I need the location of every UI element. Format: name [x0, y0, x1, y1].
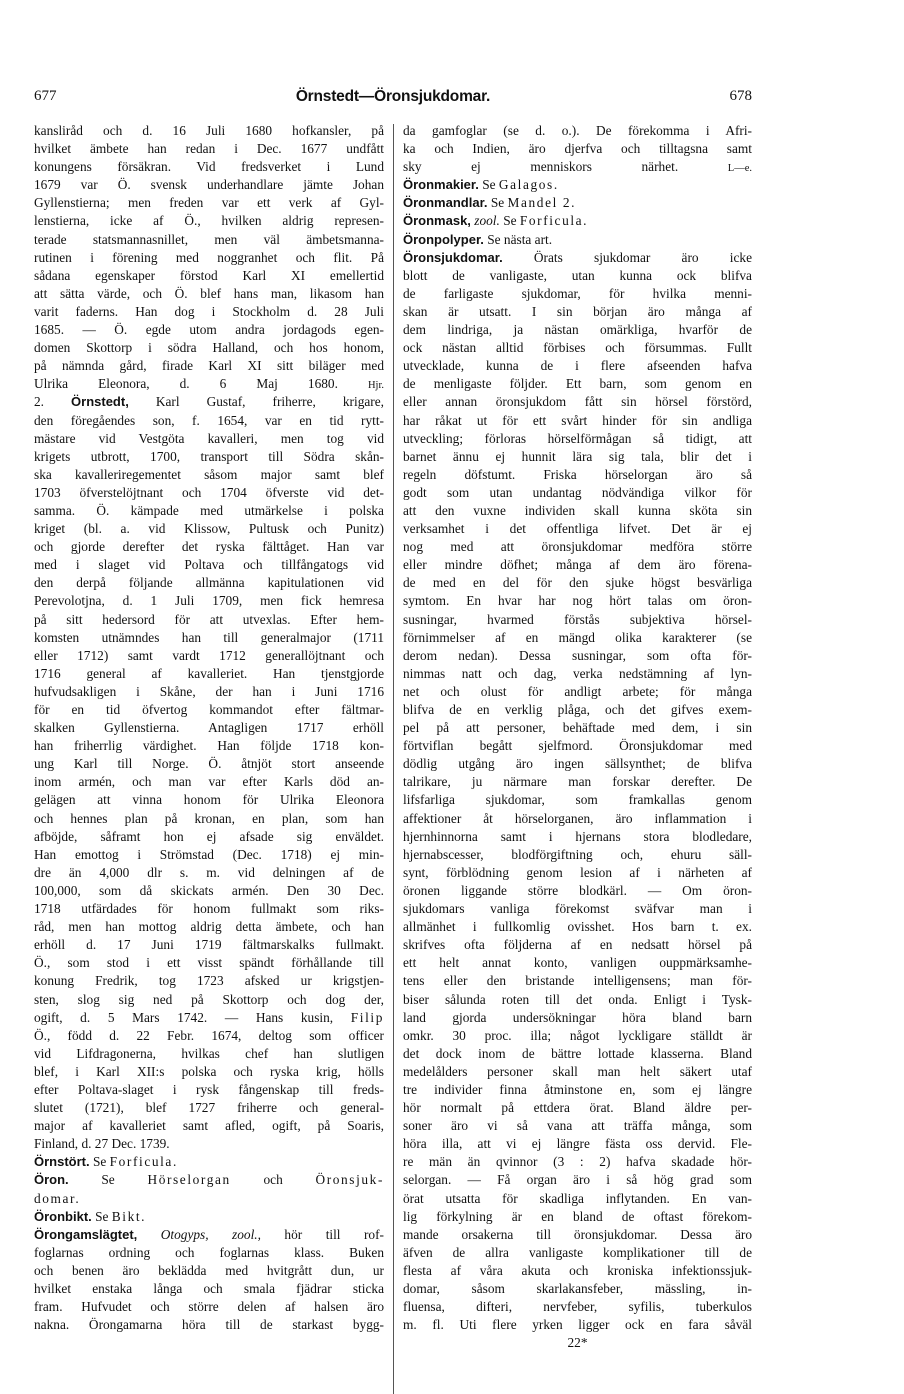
text-line: [34, 1208, 384, 1226]
text-line: förtviflan begått sjelfmord. Öronsjukdomar med: [403, 738, 752, 754]
text-line: blott de vanligaste, utan kunna ock blifva: [403, 267, 752, 283]
headword: Örnstedt,: [71, 394, 129, 410]
text-line: verksamhet i det offentliga lifvet. Det är ej: [403, 521, 752, 537]
text-line: affektioner åt hörselorganen, äro inflammation i: [403, 810, 752, 826]
text-line: godt som utan undantag nödvändiga vilkor för: [403, 484, 752, 500]
text-line: utveckling; förloras hörselförmågan så tidigt, att: [403, 430, 752, 446]
text-line: tre individer finna åtminstone en, som ej längre: [403, 1081, 752, 1097]
headword: Örnstört.: [34, 1154, 90, 1170]
headword: Öronpolyper.: [403, 231, 484, 247]
text-line: synt, förblödning genom lesion af i närheten af: [403, 864, 752, 880]
text-line: efter Poltava-slaget i rysk fångenskap till freds-: [34, 1081, 384, 1097]
text-run: Ulrika Eleonora, d. 6 Maj 1680.: [34, 376, 338, 392]
text-run: Se: [89, 1154, 110, 1170]
text-line: [34, 393, 384, 411]
text-line: [34, 1171, 384, 1189]
headword: Öron.: [34, 1172, 69, 1188]
text-run: ogift, d. 5 Mars 1742. — Hans kusin,: [34, 1009, 351, 1025]
text-line: och gjorde derefter det ryska fälttåget. Han var: [34, 539, 384, 555]
text-line: foglarnas ordning och foglarnas klass. Buken: [34, 1244, 384, 1260]
headword: Öronmakier.: [403, 177, 479, 193]
text-line: land gjorda undersökningar höra bland barn: [403, 1009, 752, 1025]
text-line: biser sålunda roten till det onda. Enligt i Tysk-: [403, 991, 752, 1007]
text-line: 1685. — Ö. egde utom andra jordagods egen-: [34, 322, 384, 338]
text-line: Ö., född d. 22 Febr. 1674, deltog som officer: [34, 1027, 384, 1043]
text-line: ett helt annat konto, vanligen ouppmärksamhe-: [403, 955, 752, 971]
text-line: de menligaste följder. Ett barn, som genom en: [403, 376, 752, 392]
author-signature: L—e.: [727, 163, 752, 175]
text-line: rutinen i förening med noggranhet och flit. På: [34, 249, 384, 265]
text-line: med i slaget vid Poltava och tillfångatogs vid: [34, 557, 384, 573]
headword: Öronmask,: [403, 213, 471, 229]
italic-term: Otogyps, zool.,: [160, 1226, 261, 1242]
text-line: den derpå följande allmänna kapitulationen vid: [34, 575, 384, 591]
text-line: öronen liggande större blodkärl. — Om öron-: [403, 882, 752, 898]
text-line: gelägen att vinna honom för Ulrika Eleonora: [34, 792, 384, 808]
text-line: nakna. Örongamarna höra till de starkast bygg-: [34, 1317, 384, 1333]
text-line: barnet ännu ej hunnit lära sig tala, blir det i: [403, 448, 752, 464]
text-line: tens eller den bristande intelligensens; man för-: [403, 973, 752, 989]
spaced-reference: Galagos.: [498, 177, 559, 193]
spaced-reference: Mandel 2.: [507, 195, 577, 211]
text-line: den föregåendes son, f. 1654, var en tid rytt-: [34, 412, 384, 428]
headword: Öronbikt.: [34, 1208, 92, 1224]
text-line: [34, 1190, 384, 1208]
text-line: soner äro vi så vana att träffa många, som: [403, 1118, 752, 1134]
italic-term: zool.: [474, 213, 500, 229]
text-line: höra illa, att vi ej längre fästa oss dervid. Fle-: [403, 1136, 752, 1152]
text-line: re män än qvinnor (3 : 2) hafva skadade hör-: [403, 1154, 752, 1170]
text-line: nimmas natt och dag, verka nedstämning af lyn-: [403, 665, 752, 681]
text-line: [403, 249, 752, 267]
text-line: fluensa, difteri, nervfeber, syfilis, tuberkulos: [403, 1299, 752, 1315]
text-line: har råkat ut för ett svårt hinder för sin andliga: [403, 412, 752, 428]
text-line: 100,000, som då skickats armén. Den 30 Dec.: [34, 882, 384, 898]
text-line: konungens försäkran. Vid fredsverket i Lund: [34, 159, 384, 175]
text-line: dre än 4,000 dlr s. m. vid delningen af de: [34, 864, 384, 880]
text-line: skalken Gyllenstierna. Antagligen 1717 erhöll: [34, 720, 384, 736]
text-line: [403, 231, 752, 249]
text-line: regeln döfstumt. Friska hörselorgan äro så: [403, 466, 752, 482]
text-line: förnimmelser af en mängd olika karakterer (se: [403, 629, 752, 645]
spaced-reference: Öronsjuk-: [315, 1172, 384, 1188]
text-line: blifva de en verklig plåga, och det gifves exem-: [403, 702, 752, 717]
text-line: skan är utsatt. I sin början äro många af: [403, 303, 752, 319]
text-run: och: [230, 1172, 316, 1188]
page-header: [34, 88, 752, 112]
text-line: komsten utnämndes han till generalmajor (1711: [34, 629, 384, 645]
text-line: att sätta värde, och Ö. blef hans man, likasom han: [34, 285, 384, 301]
text-line: vid Lifdragonerna, hvilkas chef han slutligen: [34, 1045, 384, 1061]
text-line: äfven de allra vanligaste komplikationer till de: [403, 1244, 752, 1260]
spaced-reference: Hörselorgan: [147, 1172, 231, 1188]
text-line: hvilket enstaka långa och smala fjädrar sticka: [34, 1281, 384, 1296]
text-line: nog med att öronsjukdomar medföra större: [403, 539, 752, 555]
text-line: [34, 1226, 384, 1244]
text-line: mästare vid Vestgöta kavalleri, men tog vid: [34, 430, 384, 446]
text-line: hufvudsakligen i Skåne, der han i Juni 1716: [34, 683, 384, 699]
text-line: slutet (1721), blef 1727 friherre och general-: [34, 1100, 384, 1116]
text-line: Ö., som stod i ett visst spändt förhållande till: [34, 955, 384, 971]
text-line: erhöll d. 17 Juni 1719 fältmarskalks fullmakt.: [34, 937, 384, 953]
headword: Öronmandlar.: [403, 195, 488, 211]
headword: Öronsjukdomar.: [403, 249, 503, 265]
spaced-reference: domar.: [34, 1190, 81, 1206]
text-line: sjukdomars vanliga förekomst sväfvar man i: [403, 901, 752, 917]
text-line: han friherrlig värdighet. Han följde 1718 kon-: [34, 738, 384, 754]
text-run: sky ej menniskors närhet.: [403, 159, 679, 175]
text-line: hör normalt på ettdera örat. Bland äldre per-: [403, 1100, 752, 1116]
text-line: hjernabscesser, blodförgiftning och, ehuru säll-: [403, 846, 752, 862]
text-line: lig förkylning är en bland de oftast förekom-: [403, 1208, 752, 1224]
text-line: sten, slog sig ned på Skottorp och dog der,: [34, 991, 384, 1007]
text-line: [403, 194, 752, 212]
text-line: konung Fredrik, tog 1723 afsked ur krigstjen-: [34, 973, 384, 989]
text-line: susningar, hvarmed förstås subjektiva hörsel-: [403, 611, 752, 627]
text-line: allmänhet i fullkomlig ovisshet. Hos barn t. ex.: [403, 919, 752, 935]
text-run: Se: [91, 1208, 112, 1224]
text-line: skrifves ofta följderna af en nedsatt hörsel på: [403, 937, 752, 953]
text-line: 22*: [567, 1335, 588, 1351]
text-line: domen Skottorp i södra Halland, och hos honom,: [34, 340, 384, 356]
text-run: 2.: [34, 394, 72, 410]
text-line: m. fl. Uti flere yrken ligger ock en fara såväl: [403, 1317, 752, 1333]
text-line: blef, i Karl XII:s polska och ryska krig, hölls: [34, 1063, 384, 1079]
text-line: att den vuxne individen skall kunna sköta sin: [403, 502, 752, 518]
column-divider: [393, 124, 394, 1394]
spaced-reference: Forficula.: [519, 213, 589, 229]
text-line: och hennes plan på kronan, en plan, som han: [34, 810, 384, 826]
text-line: krigets utbrott, 1700, transport till Södra skån-: [34, 448, 384, 464]
text-line: dem lindriga, ja nästan omärkliga, hvarför de: [403, 322, 752, 338]
text-line: samma. Ö. kämpade med utmärkelse i polska: [34, 502, 384, 518]
text-line: pel på att personer, behäftade med dem, i sin: [403, 720, 752, 736]
text-line: hjernhinnorna samt i hjernans stora blodledare,: [403, 828, 752, 844]
text-line: dödlig utgång äro ingen sällsynthet; de blifva: [403, 756, 752, 772]
text-line: det dock inom de bättre lottade klasserna. Bland: [403, 1045, 752, 1061]
text-run: Örats sjukdomar äro icke: [502, 249, 752, 265]
text-run: Se: [68, 1172, 148, 1188]
text-line: eller 1712) samt vardt 1712 generallöjtnant och: [34, 647, 384, 663]
text-line: ka och Indien, äro djerfva och tilltagsna samt: [403, 141, 752, 157]
text-line: [34, 1153, 384, 1171]
text-run: [137, 1227, 160, 1242]
text-line: örat utsatta för skadliga inflytanden. En van-: [403, 1190, 752, 1206]
text-line: fram. Hufvudet och större delen af halsen äro: [34, 1299, 384, 1315]
text-line: [403, 158, 752, 176]
text-line: på sitt hedersord för att utvexlas. Efter hem-: [34, 611, 384, 627]
text-line: derom nedan). Dessa susningar, som ofta för-: [403, 647, 752, 663]
text-line: [403, 212, 752, 230]
text-line: 1718 utfärdades för honom fullmakt som riks-: [34, 901, 384, 917]
text-run: hör till rof-: [260, 1226, 384, 1242]
text-line: selorgan. — Få organ äro i så hög grad som: [403, 1172, 752, 1188]
text-run: Se nästa art.: [483, 231, 553, 247]
text-line: terade statsmannasnillet, men väl ämbetsmanna-: [34, 231, 384, 247]
text-line: Perevolotjna, d. 1 Juli 1709, men fick hemresa: [34, 593, 384, 609]
text-line: hvilket ämbete han redan i Dec. 1677 undfått: [34, 141, 384, 157]
text-line: [34, 375, 384, 393]
spaced-reference: Bikt.: [111, 1208, 147, 1224]
text-line: inom armén, och man var efter Karls död an-: [34, 774, 384, 790]
text-line: omkr. 30 proc. illa; något lyckligare ställdt är: [403, 1027, 752, 1043]
text-line: varit faderns. Han dog i Stockholm d. 28 Juli: [34, 303, 384, 319]
text-run: Se: [478, 177, 499, 193]
text-line: Gyllenstierna; men freden var ett verk af Gyl-: [34, 195, 384, 211]
text-line: kriget (bl. a. vid Klissow, Pultusk och Punitz): [34, 521, 384, 537]
text-line: och benen äro beklädda med hvitgrått dun, ur: [34, 1262, 384, 1278]
text-run: Karl Gustaf, friherre, krigare,: [128, 394, 384, 410]
text-line: på nämnda gård, firade Karl XI sitt biläger med: [34, 358, 384, 374]
text-line: afböjde, såframt hon ej afsade sig enväldet.: [34, 828, 384, 844]
text-line: net och olust för andligt arbete; för många: [403, 683, 752, 699]
text-line: ock nästan alltid förbises och försummas. Fullt: [403, 340, 752, 356]
text-line: medelålders personer skall man helt säkert utaf: [403, 1063, 752, 1079]
right-column: [403, 122, 752, 1352]
text-line: råd, men han mottog aldrig detta ämbete, och han: [34, 919, 384, 935]
spaced-reference: Filip: [350, 1009, 384, 1025]
text-line: eller annan öronsjukdom fått sin hörsel förstörd,: [403, 394, 752, 410]
text-line: ung Karl till Norge. Ö. åtnjöt stort anseende: [34, 756, 384, 772]
text-line: [403, 176, 752, 194]
running-head-title: Örnstedt—Öronsjukdomar.: [295, 88, 491, 105]
page-number-right: 678: [729, 88, 752, 104]
page-number-left: 677: [34, 88, 57, 104]
text-line: talrikare, ju närmare man forskar derefter. De: [403, 774, 752, 790]
text-line: 1716 general af kavalleriet. Han tjenstgjorde: [34, 665, 384, 681]
text-line: utvecklade, kunna de i flere afseenden hafva: [403, 358, 752, 374]
text-line: symtom. En hvar har nog hört talas om öron-: [403, 593, 752, 609]
text-line: [34, 1009, 384, 1027]
text-line: ska kavalleriregementet såsom major samt blef: [34, 466, 384, 482]
text-line: 1703 öfverstelöjtnant och 1704 öfverste vid det-: [34, 484, 384, 500]
text-line: flesta af våra akuta och kroniska infektionssjuk-: [403, 1262, 752, 1278]
left-column: [34, 122, 384, 1334]
text-line: da gamfoglar (se d. o.). De förekomma i Afri-: [403, 123, 752, 138]
text-line: lenstierna, icke af Ö., hvilken aldrig represen-: [34, 213, 384, 229]
text-line: Han emottog i Strömstad (Dec. 1718) ej min-: [34, 846, 384, 862]
text-line: major af kavalleriet samt afled, ogift, på Soaris,: [34, 1118, 384, 1134]
text-line: eller mindre döfhet; många af dem äro förena-: [403, 557, 752, 573]
text-run: Se: [487, 195, 508, 211]
text-line: domar, såsom skarlakansfeber, mässling, in-: [403, 1281, 752, 1296]
text-line: de farligaste sjukdomar, för hvilka menni-: [403, 285, 752, 301]
text-line: mande orsakerna till öronsjukdomar. Dessa äro: [403, 1226, 752, 1242]
text-line: sådana egenskaper förstod Karl XI emellertid: [34, 267, 384, 283]
text-line: Finland, d. 27 Dec. 1739.: [34, 1136, 170, 1152]
text-line: kanslіråd och d. 16 Juli 1680 hofkansler, på: [34, 123, 384, 138]
author-signature: Hjr.: [367, 380, 384, 392]
spaced-reference: Forficula.: [109, 1154, 178, 1170]
text-line: 1679 var Ö. svensk underhandlare jämte Johan: [34, 177, 384, 193]
headword: Örongamslägtet,: [34, 1226, 138, 1242]
text-line: de med en del för den sjuke högst besvärliga: [403, 575, 752, 591]
text-line: för en tid öfvertog kommandot efter fältmar-: [34, 702, 384, 717]
text-line: lifsfarliga sjukdomar, som framkallas genom: [403, 792, 752, 808]
text-run: Se: [499, 213, 520, 229]
